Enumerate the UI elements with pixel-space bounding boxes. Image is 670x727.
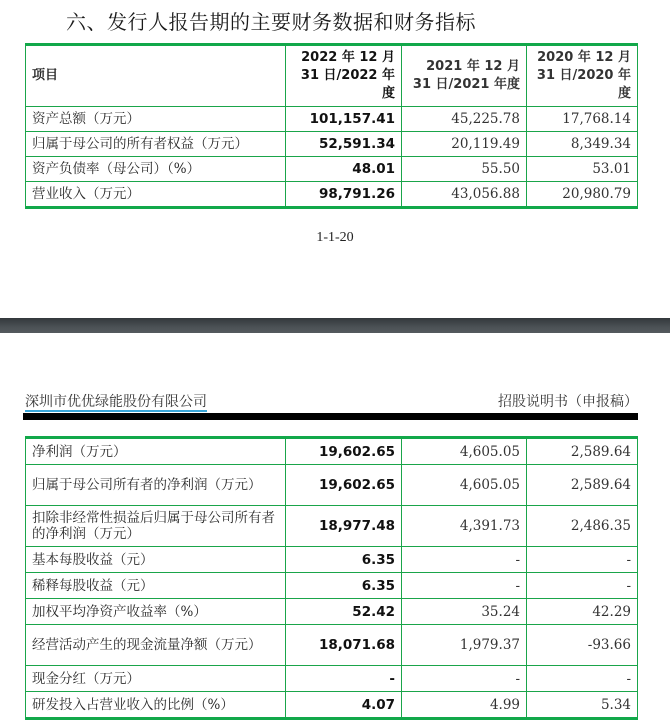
row-label: 归属于母公司的所有者权益（万元） [26, 132, 286, 157]
page-separator [0, 318, 670, 333]
running-header [23, 394, 638, 420]
value-2021: 4,605.05 [402, 465, 527, 506]
row-label: 稀释每股收益（元） [26, 573, 286, 599]
value-2022: 52,591.34 [286, 132, 402, 157]
page-number: 1-1-20 [316, 230, 354, 245]
row-label: 净利润（万元） [26, 438, 286, 465]
header-2020: 2020 年 12 月 31 日/2020 年度 [527, 45, 638, 107]
value-2020: 53.01 [527, 157, 638, 182]
value-2020: 2,589.64 [527, 465, 638, 506]
table-row [26, 573, 638, 599]
financial-summary-table-page2 [25, 436, 638, 720]
row-label: 研发投入占营业收入的比例（%） [26, 692, 286, 719]
table-row [26, 157, 638, 182]
row-label: 经营活动产生的现金流量净额（万元） [26, 625, 286, 666]
value-2020: - [527, 573, 638, 599]
value-2021: - [402, 547, 527, 573]
header-2021: 2021 年 12 月 31 日/2021 年度 [402, 45, 527, 107]
value-2020: 2,486.35 [527, 506, 638, 547]
table-row [26, 547, 638, 573]
value-2021: - [402, 666, 527, 692]
value-2022: 48.01 [286, 157, 402, 182]
table-row [26, 132, 638, 157]
value-2021: 43,056.88 [402, 182, 527, 208]
value-2021: 1,979.37 [402, 625, 527, 666]
row-label: 归属于母公司所有者的净利润（万元） [26, 465, 286, 506]
header-2022: 2022 年 12 月 31 日/2022 年度 [286, 45, 402, 107]
value-2020: 17,768.14 [527, 107, 638, 132]
row-label: 资产总额（万元） [26, 107, 286, 132]
value-2022: 18,977.48 [286, 506, 402, 547]
value-2020: 5.34 [527, 692, 638, 719]
value-2022: 6.35 [286, 547, 402, 573]
row-label: 扣除非经常性损益后归属于母公司所有者的净利润（万元） [26, 506, 286, 547]
value-2020: 42.29 [527, 599, 638, 625]
table-row [26, 666, 638, 692]
value-2020: 20,980.79 [527, 182, 638, 208]
value-2022: 98,791.26 [286, 182, 402, 208]
header-rule [23, 413, 638, 420]
value-2021: 4,605.05 [402, 438, 527, 465]
value-2020: - [527, 666, 638, 692]
table-header-row [26, 45, 638, 107]
value-2020: - [527, 547, 638, 573]
value-2020: -93.66 [527, 625, 638, 666]
value-2021: 4,391.73 [402, 506, 527, 547]
value-2022: 18,071.68 [286, 625, 402, 666]
table-row [26, 438, 638, 465]
table-row [26, 107, 638, 132]
value-2021: 55.50 [402, 157, 527, 182]
value-2022: 6.35 [286, 573, 402, 599]
value-2022: 19,602.65 [286, 438, 402, 465]
value-2022: - [286, 666, 402, 692]
document-type: 招股说明书（申报稿） [498, 394, 638, 410]
row-label: 资产负债率（母公司）（%） [26, 157, 286, 182]
financial-summary-table-page1 [25, 43, 638, 209]
table-row [26, 506, 638, 547]
value-2022: 4.07 [286, 692, 402, 719]
value-2022: 52.42 [286, 599, 402, 625]
header-item: 项目 [26, 45, 286, 107]
table-row [26, 692, 638, 719]
value-2022: 101,157.41 [286, 107, 402, 132]
value-2020: 2,589.64 [527, 438, 638, 465]
table-row [26, 465, 638, 506]
table-row [26, 182, 638, 208]
row-label: 营业收入（万元） [26, 182, 286, 208]
value-2021: 20,119.49 [402, 132, 527, 157]
table-row [26, 599, 638, 625]
value-2020: 8,349.34 [527, 132, 638, 157]
section-title: 六、发行人报告期的主要财务数据和财务指标 [66, 10, 476, 34]
row-label: 加权平均净资产收益率（%） [26, 599, 286, 625]
row-label: 基本每股收益（元） [26, 547, 286, 573]
value-2021: 35.24 [402, 599, 527, 625]
value-2021: - [402, 573, 527, 599]
company-name: 深圳市优优绿能股份有限公司 [25, 394, 207, 410]
value-2021: 4.99 [402, 692, 527, 719]
value-2021: 45,225.78 [402, 107, 527, 132]
row-label: 现金分红（万元） [26, 666, 286, 692]
value-2022: 19,602.65 [286, 465, 402, 506]
table-row [26, 625, 638, 666]
